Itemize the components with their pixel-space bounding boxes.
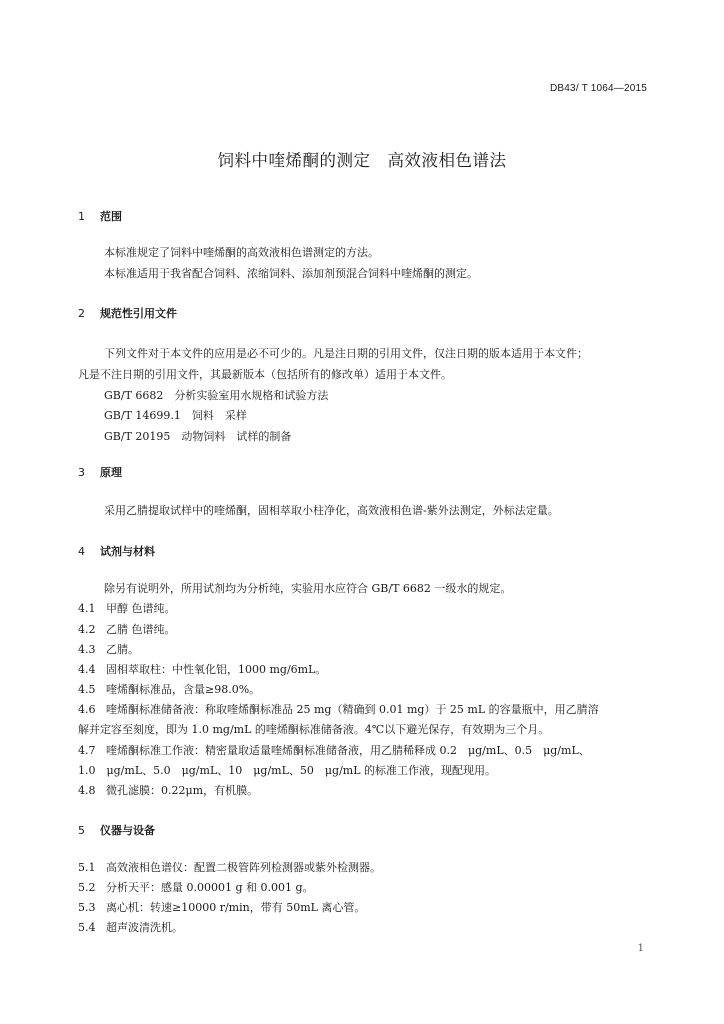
reference-item: GB/T 20195 动物饲料 试样的制备 <box>104 430 292 443</box>
section-number: 3 <box>78 466 85 479</box>
list-item <box>78 701 646 717</box>
item-text: 乙腈 色谱纯。 <box>106 623 176 636</box>
section-heading-normative-references <box>78 305 177 321</box>
item-number: 4.6 <box>78 703 96 716</box>
paragraph: 除另有说明外，所用试剂均为分析纯，实验用水应符合 GB/T 6682 一级水的规定。 <box>104 582 512 595</box>
document-title: 饲料中喹烯酮的测定 高效液相色谱法 <box>217 151 507 170</box>
item-text: 甲醇 色谱纯。 <box>106 602 176 615</box>
page-number: 1 <box>637 943 644 954</box>
item-text: 分析天平：感量 0.00001 g 和 0.001 g。 <box>106 881 314 894</box>
reference-item: GB/T 6682 分析实验室用水规格和试验方法 <box>104 389 329 402</box>
paragraph: 本标准规定了饲料中喹烯酮的高效液相色谱测定的方法。 <box>104 246 379 259</box>
section-heading-reagents <box>78 543 155 559</box>
section-heading-scope <box>78 208 122 224</box>
section-title: 试剂与材料 <box>100 545 155 558</box>
section-heading-principle <box>78 464 122 480</box>
item-number: 4.1 <box>78 602 96 615</box>
section-title: 范围 <box>100 210 122 223</box>
item-text: 离心机：转速≥10000 r/min，带有 50mL 离心管。 <box>106 901 366 914</box>
list-item <box>78 742 646 758</box>
item-number: 4.8 <box>78 784 96 797</box>
list-item <box>78 919 646 935</box>
list-item <box>78 681 646 697</box>
list-item-continuation: 1.0 μg/mL、5.0 μg/mL、10 μg/mL、50 μg/mL 的标准工作液，现配现用。 <box>78 764 497 777</box>
section-title: 原理 <box>100 466 122 479</box>
standard-code: DB43/ T 1064—2015 <box>550 83 647 94</box>
list-item <box>78 600 646 616</box>
section-number: 5 <box>78 824 85 837</box>
item-text: 高效液相色谱仪：配置二极管阵列检测器或紫外检测器。 <box>106 861 381 874</box>
item-number: 4.2 <box>78 623 96 636</box>
item-number: 5.3 <box>78 901 96 914</box>
list-item <box>78 641 646 657</box>
paragraph: 下列文件对于本文件的应用是必不可少的。凡是注日期的引用文件，仅注日期的版本适用于本文件； <box>104 347 588 360</box>
item-text: 喹烯酮标准工作液：精密量取适量喹烯酮标准储备液，用乙腈稀释成 0.2 μg/mL、0.5 μg/mL、 <box>106 744 590 757</box>
list-item <box>78 661 646 677</box>
item-number: 4.3 <box>78 643 96 656</box>
list-item <box>78 899 646 915</box>
item-text: 喹烯酮标准品，含量≥98.0%。 <box>106 683 261 696</box>
section-title: 规范性引用文件 <box>100 307 177 320</box>
item-text: 微孔滤膜：0.22μm，有机膜。 <box>106 784 259 797</box>
item-number: 5.2 <box>78 881 96 894</box>
list-item <box>78 782 646 798</box>
item-text: 乙腈。 <box>106 643 139 656</box>
item-number: 4.7 <box>78 744 96 757</box>
list-item <box>78 879 646 895</box>
list-item <box>78 859 646 875</box>
paragraph-continuation: 凡是不注日期的引用文件，其最新版本（包括所有的修改单）适用于本文件。 <box>78 368 452 381</box>
section-number: 4 <box>78 545 85 558</box>
section-number: 1 <box>78 210 85 223</box>
section-heading-apparatus <box>78 822 155 838</box>
section-title: 仪器与设备 <box>100 824 155 837</box>
reference-item: GB/T 14699.1 饲料 采样 <box>104 409 247 422</box>
list-item-continuation: 解并定容至刻度，即为 1.0 mg/mL 的喹烯酮标准储备液。4℃以下避光保存，有效期为三个月。 <box>78 723 550 736</box>
item-text: 超声波清洗机。 <box>106 921 183 934</box>
item-number: 5.4 <box>78 921 96 934</box>
section-number: 2 <box>78 307 85 320</box>
item-text: 喹烯酮标准储备液：称取喹烯酮标准品 25 mg（精确到 0.01 mg）于 25 mL 的容量瓶中，用乙腈溶 <box>106 703 599 716</box>
item-text: 固相萃取柱：中性氧化铝，1000 mg/6mL。 <box>106 663 327 676</box>
list-item <box>78 621 646 637</box>
item-number: 4.5 <box>78 683 96 696</box>
item-number: 4.4 <box>78 663 96 676</box>
paragraph: 本标准适用于我省配合饲料、浓缩饲料、添加剂预混合饲料中喹烯酮的测定。 <box>104 267 478 280</box>
paragraph: 采用乙腈提取试样中的喹烯酮，固相萃取小柱净化，高效液相色谱-紫外法测定，外标法定量。 <box>104 504 559 517</box>
item-number: 5.1 <box>78 861 96 874</box>
